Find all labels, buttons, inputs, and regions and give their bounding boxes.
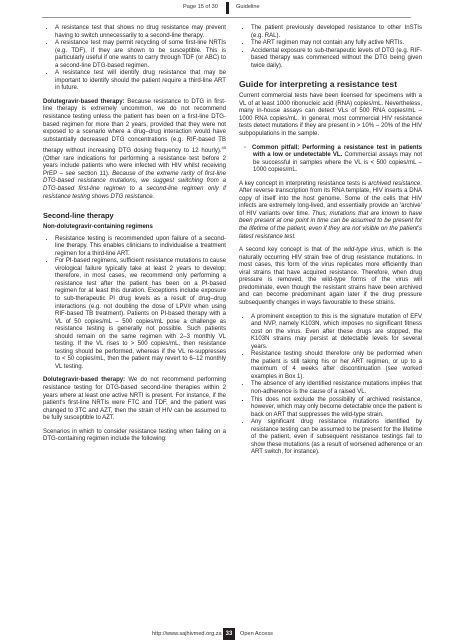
pitfall-lead: Common pitfall: Performing a resistance test in patients with a low or undetectable VL. bbox=[252, 144, 422, 159]
list-item: ▪ This does not exclude the possibility of archived resistance, however, which may only become detectable once the patient is back on ART that suppresses the wild-type strain. bbox=[251, 397, 422, 420]
paragraph-text: We do not recommend performing resistance testing for DTG-based second-line therapies within 2 years where at least one active NRTI is present. For instance, if the patient’s first-line NRTIs were FTC and TDF, and the patient was changed to 3TC and AZT, then the strain of HIV can be assumed to be fully susceptible to AZT. bbox=[43, 377, 226, 422]
paragraph-text: A second key concept is that of the bbox=[239, 247, 344, 254]
subsection-heading: Non-dolutegravir-containing regimens bbox=[43, 224, 153, 231]
dtg-first-line-paragraph bbox=[43, 99, 226, 201]
list-item: • Resistance testing is recommended upon failure of a second-line therapy. This enables clinicians to individualise a treatment regimen for a third-line ART. bbox=[55, 236, 226, 259]
paragraph-text: A key concept in interpreting resistance tests is bbox=[239, 180, 368, 187]
list-item: • A prominent exception to this is the signature mutation of EFV and NVP, namely K103N, which imposes no significant fitness cost on the virus. Even after these drugs are stopped, the K103N strains may persist at detectable levels for several years. bbox=[251, 314, 422, 352]
paragraph-lead: Dolutegravir-based therapy: bbox=[43, 377, 126, 384]
scenarios-paragraph: Scenarios in which to consider resistance testing when failing on a DTG-containing regimen include the following: bbox=[43, 428, 226, 443]
list-item: • Accidental exposure to sub-therapeutic levels of DTG (e.g. RIF-based therapy was commenced without the DTG being given twice daily). bbox=[251, 48, 422, 71]
circle-bullet-icon: ◦ bbox=[244, 144, 247, 151]
left-column bbox=[43, 25, 226, 450]
list-item: • For PI-based regimens, sufficient resistance mutations to cause virological failure typically take at least 2 years to develop; therefore, in most cases, we recommend only performing a resistance test after the patient has been on a PI-based regimen for at least this duration. Exceptions include exposure to sub-therapeutic PI drug levels as a result of drug–drug interactions (e.g. not doubling the dose of LPV/r when using RIF-based TB treatment). Patients on PI-based therapy with a VL of 50 copies/mL – 500 copies/mL pose a challenge as resistance testing is generally not possible. Such patients should remain on the same regimen with 2–3 monthly VL testing. If the VL rises to > 500 copies/mL, then resistance testing should be performed, whereas if the VL re-suppresses to < 50 copies/mL, then the patient may revert to 6–12 monthly VL testing. bbox=[55, 258, 226, 371]
list-item: • A resistance test may permit recycling of some first-line NRTIs (e.g. TDF), if they are shown to be susceptible. This is particularly useful if one wants to carry through TDF (or ABC) to a second-line DTG-based regimen. bbox=[55, 40, 226, 70]
paragraph-text: . After reverse transcription from its RNA template, HIV inserts a DNA copy of itself into the host genome. Some of the cells that HIV infects are extremely long-lived, and essentially provide an ‘archive’ of HIV variants over time. bbox=[239, 180, 422, 217]
list-item: • Any significant drug resistance mutations identified by resistance testing can be assumed to be present for the lifetime of the patient, even if subsequent resistance testings fail to show these mutations (as a result of worsened adherence or an ART switch, for instance). bbox=[251, 419, 422, 457]
section-heading-second-line: Second-line therapy bbox=[43, 211, 114, 221]
header-divider bbox=[226, 2, 229, 14]
list-item: • The patient previously developed resistance to other InSTIs (e.g. RAL). bbox=[251, 25, 422, 40]
journal-link[interactable]: http://www.sajhivmed.org.za bbox=[152, 631, 222, 637]
common-pitfall-note bbox=[239, 145, 422, 175]
paragraph-italic: Because of the extreme rarity of first-line DTG-based resistance mutations, we suggest switching from a DTG-based first-line regimen to a second-line regimen only if resistance testing shows DTG resistance. bbox=[43, 170, 226, 200]
section-label: Guideline bbox=[236, 4, 260, 10]
list-item: • The absence of any identified resistance mutations implies that non-adherence is the cause of a raised VL. bbox=[251, 381, 422, 396]
list-item: • Resistance testing should therefore only be performed when the patient is still taking his or her ART regimen, or up to a maximum of 4 weeks after discontinuation (see worked examples in Box 1). bbox=[251, 351, 422, 381]
header-rule bbox=[42, 17, 411, 18]
right-column bbox=[239, 25, 422, 463]
page-number: 33 bbox=[223, 628, 235, 640]
page-header bbox=[0, 0, 453, 17]
reference-number: 45 bbox=[221, 145, 226, 151]
list-item: • A resistance test that shows no drug resistance may prevent having to switch unnecessarily to a second-line therapy. bbox=[55, 25, 226, 40]
page-indicator: Page 15 of 30 bbox=[183, 4, 218, 10]
second-line-bullets bbox=[43, 236, 226, 372]
archived-resistance-paragraph bbox=[239, 181, 422, 241]
list-item: • A resistance test will identify drug resistance that may be important to identify should the patient require a third-line ART in future. bbox=[55, 70, 226, 93]
commercial-tests-paragraph: Current commercial tests have been licensed for specimens with a VL of at least 1000 ribonucleic acid (RNA) copies/mL. Nevertheless, many in-house assays can detect VLs of 500 RNA copies/mL – 1000 RNA copies/mL. In general, most commercial HIV resistance tests detect mutations if they are present in > 10% – 20% of the HIV subpopulations in the sample. bbox=[239, 93, 422, 138]
scenario-bullets bbox=[239, 25, 422, 70]
section-heading-interpreting: Guide for interpreting a resistance test bbox=[239, 79, 398, 90]
paragraph-lead: Dolutegravir-based therapy: bbox=[43, 98, 125, 105]
list-item: • The ART regimen may not contain any fully active NRTIs. bbox=[251, 40, 422, 48]
pitfall-text: Commercial assays may not be successful in samples where the VL is < 500 copies/mL – 1000 copies/mL. bbox=[253, 152, 423, 174]
dtg-second-line-paragraph bbox=[43, 377, 226, 422]
paragraph-text: Because resistance to DTG in first-line therapy is extremely uncommon, we do not recommend resistance testing unless the patient has been on a first-line DTG-based regimen for more than 2 years, provided that they were not exposed to a scenario where a drug–drug interaction would have substantially decreased DTG concentrations (e.g. RIF-based TB therapy without increasing DTG dosing frequency to 12 hourly). bbox=[43, 98, 226, 155]
interpretation-bullets bbox=[239, 314, 422, 457]
open-access-label: Open Access bbox=[240, 631, 273, 637]
wild-type-paragraph bbox=[239, 247, 422, 307]
paragraph-italic: Thus, mutations that are known to have been present at one point in time can be assumed to be present for the lifetime of the patient, even if they are not visible on the patient’s latest resistance test. bbox=[239, 210, 422, 240]
first-line-bullets bbox=[43, 25, 226, 93]
paragraph-text: (Other rare indications for performing a resistance test before 2 years include patients who were infected with HIV whilst receiving PrEP – see section 11). bbox=[43, 155, 226, 177]
paragraph-italic: archived resistance bbox=[368, 180, 421, 187]
paragraph-text: , which is the naturally occurring HIV strain free of drug resistance mutations. In most cases, this form of the virus replicates more efficiently than viral strains that have acquired resistance. Therefore, when drug pressure is removed, the wild-type forms of the virus will predominate, even though the resistant strains have been archived and can become predominant again later if the drug pressure subsequently changes in ways favourable to these strains. bbox=[239, 247, 422, 306]
page-footer bbox=[0, 628, 453, 640]
paragraph-italic: wild-type virus bbox=[343, 247, 384, 254]
